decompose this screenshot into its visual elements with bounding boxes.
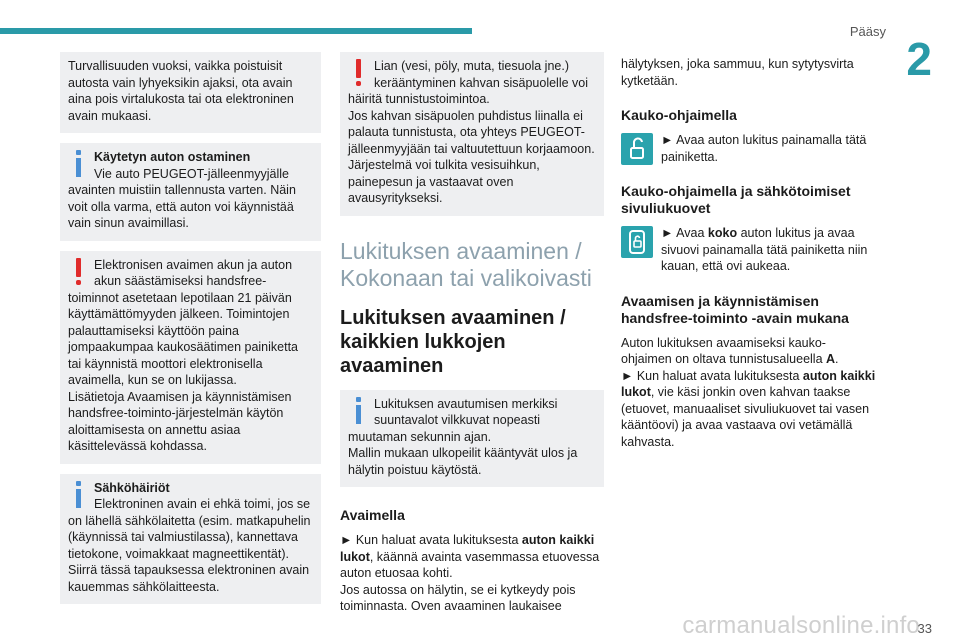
section-title: Pääsy — [849, 24, 886, 39]
warning-box-dirt — [340, 52, 604, 216]
info-icon — [348, 396, 374, 426]
info-icon — [68, 480, 94, 510]
handsfree-text: Auton lukituksen avaamiseksi kauko-ohjaimen on oltava tunnistusalueella A. — [621, 335, 839, 366]
info-title: Käytetyn auton ostaminen — [94, 150, 251, 164]
key-instruction: ► Kun haluat avata lukituksesta auton kaikki lukot, käännä avainta vasemmassa etuovessa auton etuosaa kohti. — [340, 533, 600, 580]
remote-unlock-text: ► Avaa auton lukitus painamalla tätä painiketta. — [661, 133, 867, 164]
unlock-icon — [621, 133, 653, 165]
column-1 — [60, 52, 321, 614]
warning-icon — [348, 58, 374, 88]
continued-text: hälytyksen, joka sammuu, kun sytytysvirta kytketään. — [621, 57, 854, 88]
section-heading: Lukituksen avaaminen / Kokonaan tai valikoivasti — [340, 237, 592, 291]
info-text: Lukituksen avautumisen merkiksi suuntavalot vilkkuvat nopeasti muutaman sekunnin ajan. — [348, 396, 558, 444]
heading-handsfree: Avaamisen ja käynnistämisen handsfree-toiminto -avain mukana — [621, 292, 849, 326]
column-2 — [340, 52, 604, 615]
warning-text: Elektronisen avaimen akun ja auton akun säästämiseksi handsfree-toiminnot asetetaan lepotilaan 21 päivän käyttämättömyyden jälkeen. Toimintojen palauttamiseksi käyttöön paina jompaakumpaa kaukosäätimen painiketta tai käynnistä moottori elektronisella avaimella, kun se on lukijassa. — [68, 257, 298, 387]
warning-text: Lian (vesi, pöly, muta, tiesuola jne.) kerääntyminen kahvan sisäpuolelle voi häiritä tunnistustoimintoa. — [348, 59, 589, 106]
column-3 — [621, 56, 876, 450]
heading-kauko-liukuovet: Kauko-ohjaimella ja sähkötoimiset sivuliukuovet — [621, 183, 851, 216]
info-text: Vie auto PEUGEOT-jälleenmyyjälle avainten muistiin tallennusta varten. Näin voit olla varma, että auton voi käynnistää vain sinun avaimillasi. — [68, 166, 296, 230]
warning-text-3: Järjestelmä voi tulkita vesisuihkun, painepesun ja vastaavat oven avausyritykseksi. — [348, 158, 540, 205]
key-alarm-text: Jos autossa on hälytin, se ei kytkeydy pois toiminnasta. Oven avaaminen laukaisee — [340, 582, 576, 613]
note-text: Turvallisuuden vuoksi, vaikka poistuisit autosta vain lyhyeksikin ajaksi, ota avain aina pois virtalukosta tai ota elektroninen avain mukaasi. — [68, 59, 294, 123]
heading-avaimella: Avaimella — [340, 507, 405, 523]
remote-door-para: ► Avaa koko auton lukitus ja avaa sivuovi painamalla tätä painiketta niin kauan, että ovi aukeaa. — [621, 225, 876, 275]
sliding-door-unlock-icon — [621, 226, 653, 258]
heading-kauko-ohjaimella: Kauko-ohjaimella — [621, 107, 737, 123]
remote-unlock-para — [621, 132, 876, 167]
subsection-heading: Lukituksen avaaminen / kaikkien lukkojen avaaminen — [340, 306, 566, 377]
watermark: carmanualsonline.info — [682, 612, 920, 639]
warning-box-battery — [60, 251, 321, 464]
info-box-indicators — [340, 390, 604, 488]
top-accent-bar — [0, 28, 472, 34]
note-box — [60, 52, 321, 133]
warning-icon — [68, 257, 94, 287]
chapter-number: 2 — [906, 33, 932, 85]
info-box-used-car — [60, 143, 321, 241]
info-icon — [68, 149, 94, 179]
info-text-2: Mallin mukaan ulkopeilit kääntyvät ulos ja hälytin poistuu käytöstä. — [348, 446, 578, 477]
warning-text-2: Jos kahvan sisäpuolen puhdistus liinalla ei palauta tunnistusta, ota yhteys PEUGEOT-jälleenmyyjään tai valtuutettuun korjaamoon. — [348, 108, 595, 156]
info-title: Sähköhäiriöt — [94, 480, 170, 495]
info-text: Elektroninen avain ei ehkä toimi, jos se on lähellä sähkölaitetta (esim. matkapuhelin (käynnissä tai valmiustilassa), kannettava tietokone, voimakkaat magneettikentät). — [68, 497, 311, 561]
warning-text-2: Lisätietoja Avaamisen ja käynnistämisen handsfree-toiminto-järjestelmän käytön aloittamisesta on annettu asiaa käsittelevässä kohdassa. — [68, 389, 292, 453]
info-box-interference — [60, 474, 321, 605]
page-number: 33 — [917, 621, 932, 636]
info-text-2: Siirrä tässä tapauksessa elektroninen avain kauemmas sähkölaitteesta. — [68, 563, 310, 594]
handsfree-instruction: ► Kun haluat avata lukituksesta auton kaikki lukot, vie käsi jonkin oven kahvan taakse (etuovet, manuaaliset sivuliukuovet tai vasen kääntöovi) ja avaa vastaava ovi vetämällä kahvasta. — [621, 368, 876, 449]
